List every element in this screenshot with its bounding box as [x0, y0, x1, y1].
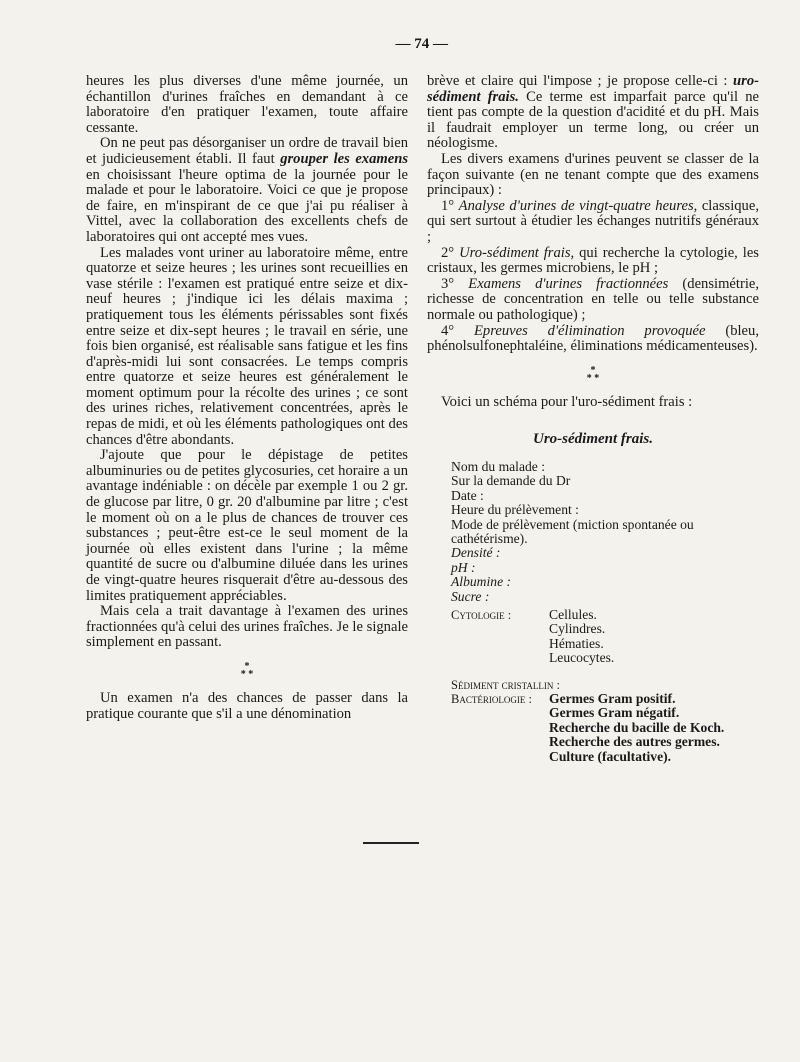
list-desc-3: (densimétrie, richesse de concentration en telle ou telle substance normale ou pathologique) ;	[427, 275, 759, 323]
left-paragraph-1: heures les plus diverses d'une même journée, un échantillon d'urines fraîches en demandant à ce laboratoire d'en pratiquer l'examen, toute affaire cessante.	[86, 73, 408, 136]
list-term-3: Examens d'urines fractionnées	[468, 275, 669, 292]
sediment-heading: Sédiment cristallin :	[451, 677, 560, 692]
left-paragraph-4: J'ajoute que pour le dépistage de petites albuminuries ou de petites glycosuries, cet horaire a un avantage indéniable : on décèle par exemple 1 ou 2 gr. de glucose par litre, 0 gr. 20 d'albumine par litre ; c'est le moment où on a le plus de chances de trouver ces substances ; peut-être est-ce le seul moment de la journée où elles existent dans l'urine ; la même quantité de sucre ou d'albumine diluée dans les urines de vingt-quatre heures risquerait d'être au-dessous des limites pratiquement appréciables.	[86, 447, 408, 604]
left-paragraph-3: Les malades vont uriner au laboratoire même, entre quatorze et seize heures ; les urines sont recueillies en vase stérile : l'examen est pratiqué entre seize et dix-neuf heures ; j'indique ici les délais maxima ; pratiquement tous les éléments périssables sont fixés entre seize et dix-sept heures ; le travail en série, une fois bien organisé, est réalisable sans fatigue et les fins d'après-midi lui sont consacrées. Le temps compris entre quatorze et seize heures est généralement le moment optimum pour la récolte des urines ; ce sont des urines riches, relativement concentrées, après le repas de midi, et où les éléments pathologiques ont des chances d'être abondants.	[86, 244, 408, 448]
list-desc-4: (bleu, phénolsulfonephtaléine, éliminations médicamenteuses).	[427, 322, 759, 355]
list-term-4: Epreuves d'élimination provoquée	[474, 322, 706, 339]
list-item-3	[427, 277, 759, 324]
bacteriologie-list	[549, 692, 759, 764]
right-column	[427, 74, 759, 764]
right-paragraph-3: Voici un schéma pour l'uro-sédiment frais :	[441, 393, 693, 410]
right-paragraph-1	[427, 74, 759, 152]
cytologie-list	[549, 608, 759, 666]
right-p1-term: uro-sédiment frais.	[427, 73, 759, 105]
form-ph: pH :	[451, 559, 476, 575]
list-item-1	[427, 199, 759, 246]
schema-form	[427, 460, 759, 764]
cytologie-item: Hématies.	[549, 635, 604, 651]
form-densite: Densité :	[451, 545, 501, 561]
bacterio-item: Germes Gram positif.	[549, 690, 676, 706]
section-separator	[86, 660, 408, 680]
page-number: — 74 —	[395, 36, 448, 52]
bacteriologie-group	[451, 692, 759, 764]
schema-title: Uro-sédiment frais.	[533, 431, 653, 448]
cytologie-group	[451, 608, 759, 666]
form-mode: Mode de prélèvement (miction spontanée ou cathétérisme).	[451, 516, 694, 546]
list-term-2: Uro-sédiment frais,	[459, 244, 575, 261]
left-p2-emphasis: grouper les examens	[280, 150, 409, 167]
list-term-1: Analyse d'urines de vingt-quatre heures,	[458, 197, 698, 214]
list-num-2: 2°	[441, 244, 455, 261]
right-p1-text-b: Ce terme est imparfait parce qu'il ne tient pas compte de la question d'acidité et du pH. Mais il faudrait employer un terme long, ou créer un néologisme.	[427, 88, 759, 152]
separator-bottom: * *	[240, 668, 254, 680]
separator-right-top: *	[590, 364, 596, 376]
list-desc-1: classique, qui sert surtout à étudier les échanges nutritifs généraux ;	[427, 197, 759, 245]
form-albumine: Albumine :	[451, 574, 512, 590]
left-p2-text-b: en choisissant l'heure optima de la journée pour le malade et pour le laboratoire. Voici ce que je propose de faire, en m'inspirant de ce que j'ai pu réaliser à Vittel, avec la collaboration des excellents chefs de laboratoires qui ont accepté mes vues.	[86, 166, 408, 245]
form-date: Date :	[451, 487, 484, 503]
list-num-1: 1°	[441, 197, 455, 214]
right-p1-text-a: brève et claire qui l'impose ; je propose celle-ci :	[427, 73, 728, 89]
list-num-3: 3°	[441, 275, 455, 292]
cytologie-item: Cellules.	[549, 606, 597, 622]
form-heure: Heure du prélèvement :	[451, 502, 579, 518]
section-separator-right	[427, 364, 759, 384]
left-p2-text-a: On ne peut pas désorganiser un ordre de travail bien et judicieusement établi. Il faut	[86, 135, 408, 167]
left-paragraph-6: Un examen n'a des chances de passer dans la pratique courante que s'il a une dénomination	[86, 689, 408, 722]
bacterio-item: Recherche du bacille de Koch.	[549, 719, 725, 735]
separator-top: *	[244, 660, 250, 672]
bacteriologie-heading: Bactériologie :	[451, 691, 532, 706]
list-desc-2: qui recherche la cytologie, les cristaux, les germes microbiens, le pH ;	[427, 244, 759, 277]
cytologie-item: Cylindres.	[549, 621, 606, 637]
form-demande: Sur la demande du Dr	[451, 473, 571, 489]
form-sucre: Sucre :	[451, 588, 490, 604]
cytologie-item: Leucocytes.	[549, 650, 615, 666]
bacterio-item: Culture (facultative).	[549, 748, 672, 764]
bacterio-item: Recherche des autres germes.	[549, 734, 720, 750]
list-item-4	[427, 324, 759, 355]
list-item-2	[427, 246, 759, 277]
bacterio-item: Germes Gram négatif.	[549, 705, 680, 721]
left-paragraph-2	[86, 136, 408, 245]
form-nom: Nom du malade :	[451, 458, 546, 474]
right-paragraph-2: Les divers examens d'urines peuvent se classer de la façon suivante (en ne tenant compte que des examens principaux) :	[427, 150, 759, 199]
left-column	[86, 74, 408, 722]
end-rule	[363, 842, 419, 844]
left-paragraph-5: Mais cela a trait davantage à l'examen des urines fractionnées qu'à celui des urines fraîches. Je le signale simplement en passant.	[86, 603, 408, 651]
cytologie-heading: Cytologie :	[451, 607, 512, 622]
list-num-4: 4°	[441, 322, 455, 339]
separator-right-bottom: * *	[586, 372, 600, 384]
